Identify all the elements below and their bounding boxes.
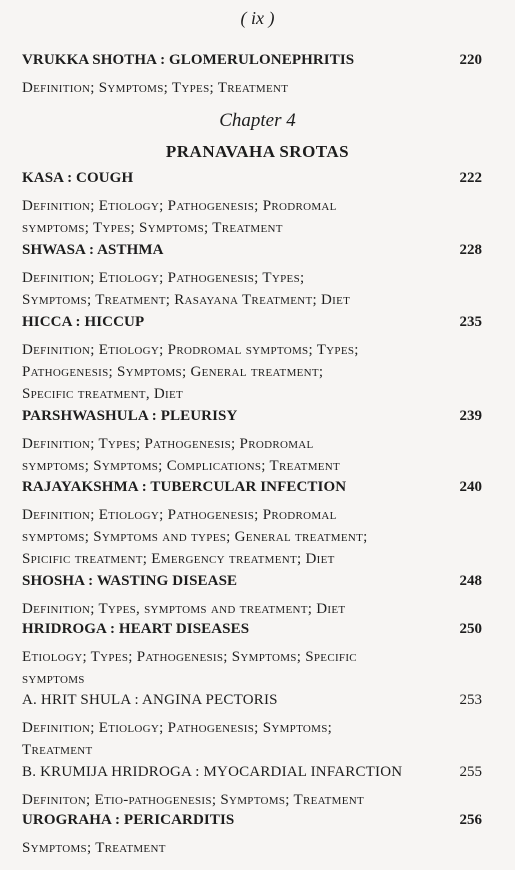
toc-entry — [22, 621, 492, 691]
entry-description: Definition; Symptoms; Types; Treatment — [22, 80, 289, 96]
entry-title: KASA : COUGH — [22, 170, 134, 186]
entry-description: Definition; Etiology; Prodromal symptoms; Types; — [22, 342, 359, 358]
entry-description: Pathogenesis; Symptoms; General treatment; — [22, 364, 324, 380]
chapter-label: Chapter 4 — [219, 110, 296, 131]
entry-page: 248 — [459, 573, 482, 589]
entry-description: Definition; Types; Pathogenesis; Prodromal — [22, 436, 314, 452]
entry-description: Definition; Etiology; Pathogenesis; Prodromal — [22, 198, 337, 214]
toc-entry — [22, 764, 492, 812]
entry-title: SHOSHA : WASTING DISEASE — [22, 573, 238, 589]
toc-entry — [22, 170, 492, 240]
toc-entry — [22, 479, 492, 571]
entry-page: 256 — [459, 812, 482, 828]
entry-title: PARSHWASHULA : PLEURISY — [22, 408, 238, 424]
page-number: ( ix ) — [240, 8, 275, 28]
entry-page: 239 — [459, 408, 482, 424]
entry-description: Definition; Etiology; Pathogenesis; Prodromal — [22, 507, 337, 523]
entry-page: 235 — [459, 314, 482, 330]
section-title: PRANAVAHA SROTAS — [165, 142, 350, 161]
entry-page: 253 — [459, 692, 482, 708]
entry-description: Spicific treatment; Emergency treatment; Diet — [22, 551, 335, 567]
entry-title: A. HRIT SHULA : ANGINA PECTORIS — [22, 692, 278, 708]
entry-title: SHWASA : ASTHMA — [22, 242, 164, 258]
toc-entry — [22, 242, 492, 312]
entry-description: Definiton; Etio-pathogenesis; Symptoms; Treatment — [22, 792, 365, 808]
entry-page: 222 — [459, 170, 482, 186]
entry-description: Specific treatment, Diet — [22, 386, 184, 402]
toc-entry — [22, 52, 492, 100]
toc-entry — [22, 812, 492, 860]
entry-description: Definition; Etiology; Pathogenesis; Symptoms; — [22, 720, 333, 736]
entry-description: symptoms — [22, 671, 85, 687]
toc-entry — [22, 692, 492, 762]
entry-title: HICCA : HICCUP — [22, 314, 145, 330]
entry-title: RAJAYAKSHMA : TUBERCULAR INFECTION — [22, 479, 347, 495]
entry-title: HRIDROGA : HEART DISEASES — [22, 621, 250, 637]
toc-entry — [22, 408, 492, 478]
entry-page: 240 — [459, 479, 482, 495]
entry-description: Etiology; Types; Pathogenesis; Symptoms; Specific — [22, 649, 357, 665]
entry-description: Definition; Types, symptoms and treatment; Diet — [22, 601, 346, 617]
toc-entry — [22, 314, 492, 406]
entry-page: 255 — [459, 764, 482, 780]
entry-description: Treatment — [22, 742, 93, 758]
toc-entry — [22, 573, 492, 621]
entry-description: symptoms; Types; Symptoms; Treatment — [22, 220, 283, 236]
entry-title: B. KRUMIJA HRIDROGA : MYOCARDIAL INFARCTION — [22, 764, 403, 780]
entry-page: 250 — [459, 621, 482, 637]
entry-page: 220 — [459, 52, 482, 68]
entry-description: Symptoms; Treatment — [22, 840, 166, 856]
entry-description: Symptoms; Treatment; Rasayana Treatment; Diet — [22, 292, 351, 308]
entry-page: 228 — [459, 242, 482, 258]
entry-description: symptoms; Symptoms; Complications; Treatment — [22, 458, 341, 474]
entry-title: UROGRAHA : PERICARDITIS — [22, 812, 235, 828]
entry-title: VRUKKA SHOTHA : GLOMERULONEPHRITIS — [22, 52, 355, 68]
entry-description: Definition; Etiology; Pathogenesis; Types; — [22, 270, 305, 286]
entry-description: symptoms; Symptoms and types; General treatment; — [22, 529, 368, 545]
